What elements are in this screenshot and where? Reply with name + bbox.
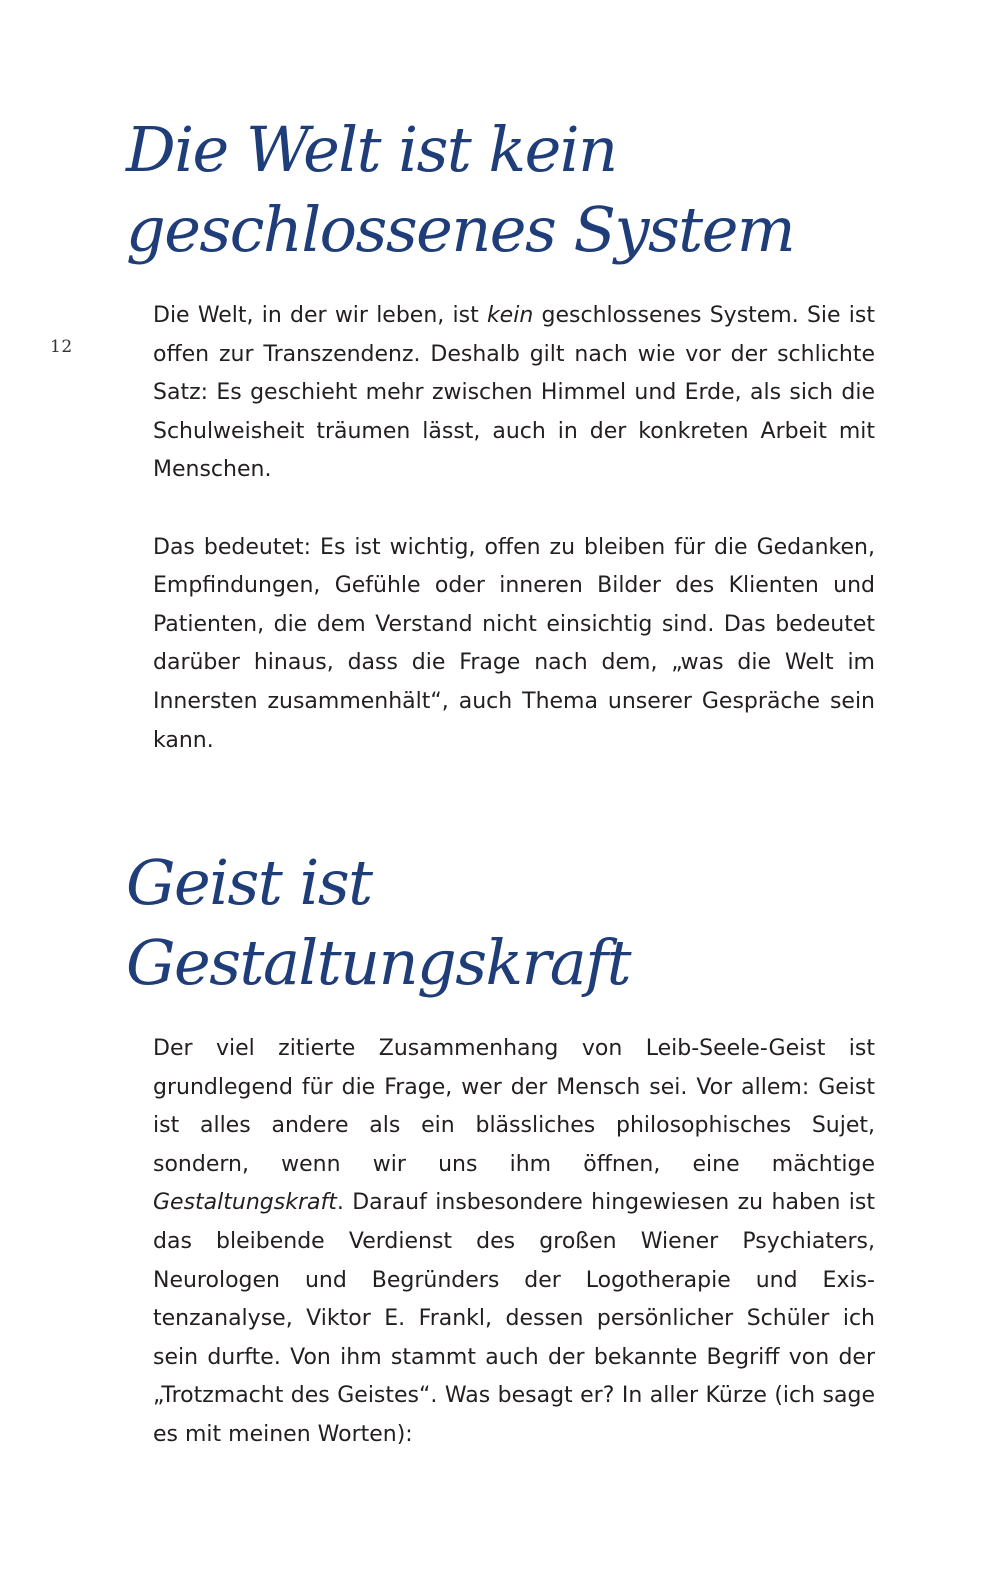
heading-line: Geist ist [126,846,372,919]
section-body-welt [153,297,875,760]
paragraph-text: geschlossenes System. Sie ist offen zur Transzendenz. Deshalb gilt nach wie vor der schlichte Satz: Es geschieht mehr zwischen Himmel und Erde, als sich die Schulweisheit träumen lässt, auch in der konkreten Arbeit mit Menschen. [153,303,875,483]
heading-line: geschlossenes System [126,193,795,266]
heading-line: Die Welt ist kein [126,113,617,186]
body-paragraph: Das bedeutet: Es ist wichtig, offen zu bleiben für die Gedanken, Empfindungen, Gefühle oder inneren Bilder des Klienten und Patienten, die dem Verstand nicht einsichtig sind. Das bedeutet darüber hinaus, dass die Frage nach dem, „was die Welt im Innersten zusammenhält“, auch Thema unserer Gespräche sein kann. [153,534,875,753]
paragraph-text: . Darauf insbesondere hingewiesen zu haben ist das bleibende Verdienst des großen Wiener Psychiaters, Neurologen und Begründers der Logotherapie und Existenzanalyse, Viktor E. Frankl, dessen persönlicher Schüler ich sein durfte. Von ihm stammt auch der bekannte Begriff von der „Trotzmacht des Geistes“. Was besagt er? In aller Kürze (ich sage es mit meinen Worten): [153,1190,875,1447]
heading-line: Gestaltungskraft [126,926,631,999]
paragraph-text: Der viel zitierte Zusammenhang von Leib-Seele-Geist ist grundlegend für die Frage, wer der Mensch sei. Vor allem: Geist ist alles andere als ein blässliches philosophisches Sujet, sondern, wenn wir uns ihm öffnen, eine mächtige [153,1036,875,1177]
body-paragraph [153,1030,875,1455]
emphasis-text: kein [486,303,534,328]
body-paragraph [153,297,875,490]
paragraph-text: Die Welt, in der wir leben, ist [153,303,487,328]
page-number: 12 [50,337,73,357]
emphasis-text: Gestaltungskraft [153,1190,337,1216]
section-body-geist [153,1030,875,1455]
section-heading-geist [126,843,630,1003]
section-heading-welt [126,110,794,270]
